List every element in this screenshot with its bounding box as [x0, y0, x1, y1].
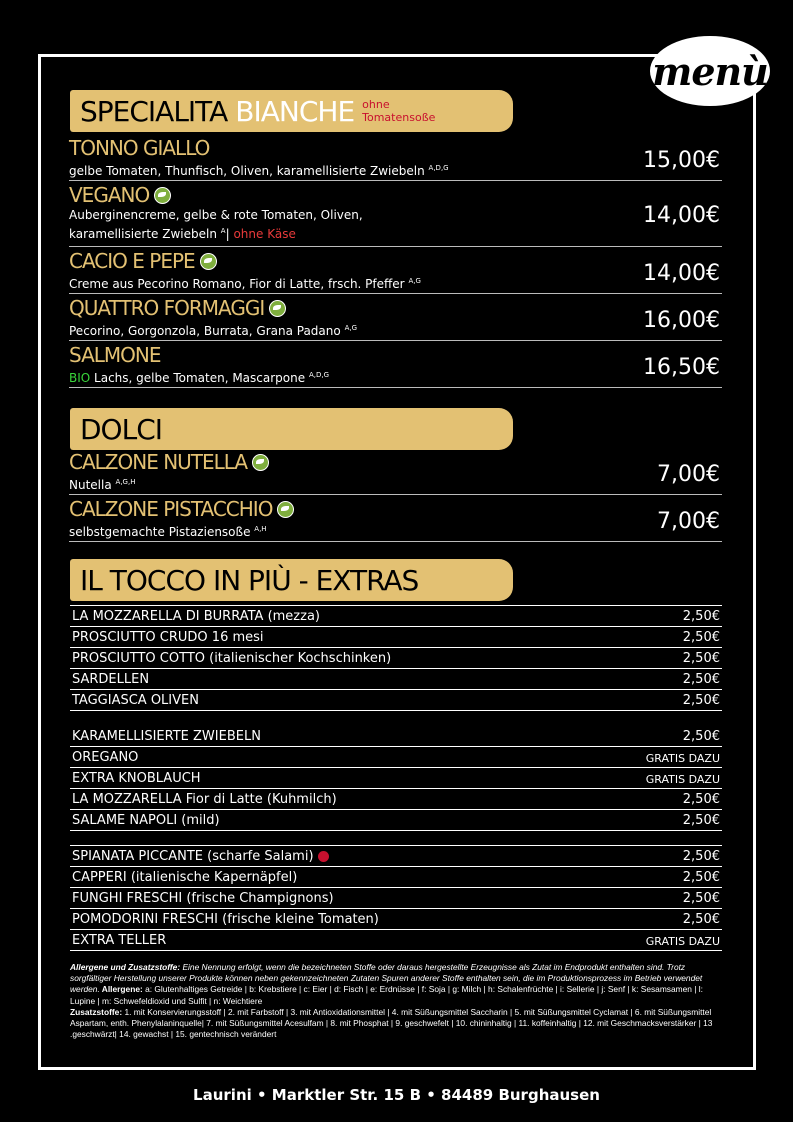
- extra-row: SARDELLEN 2,50€: [70, 669, 722, 690]
- item-name: SALMONE: [69, 343, 161, 367]
- menu-item: [69, 450, 722, 495]
- extra-row: POMODORINI FRESCHI (frische kleine Tomaten) 2,50€: [70, 909, 722, 930]
- item-price: 14,00€: [643, 261, 720, 286]
- item-price: 7,00€: [657, 462, 720, 487]
- item-description: Nutella $^{A,G,H}$: [69, 478, 136, 492]
- footer-address: Laurini • Marktler Str. 15 B • 84489 Burghausen: [193, 1086, 600, 1104]
- item-price: 16,50€: [643, 355, 720, 380]
- item-name: CALZONE PISTACCHIO: [69, 497, 722, 521]
- item-extra-note: ohne Käse: [233, 227, 296, 241]
- menu-item: [69, 343, 722, 388]
- extra-row: SALAME NAPOLI (mild) 2,50€: [70, 810, 722, 831]
- bio-label: BIO: [69, 371, 91, 385]
- item-description: Auberginencreme, gelbe & rote Tomaten, Oliven, karamellisierte Zwiebeln $^A$| ohne Käse: [69, 208, 363, 241]
- item-name: QUATTRO FORMAGGI: [69, 296, 722, 320]
- extra-row: LA MOZZARELLA DI BURRATA (mezza) 2,50€: [70, 606, 722, 627]
- vegan-leaf-icon: [154, 187, 171, 204]
- section-title: IL TOCCO IN PIÙ - EXTRAS: [80, 563, 419, 597]
- menu-item: [69, 296, 722, 341]
- logo-text: menù: [652, 48, 768, 94]
- item-description: gelbe Tomaten, Thunfisch, Oliven, karamellisierte Zwiebeln $^{A,D,G}$: [69, 164, 449, 178]
- item-name: CALZONE NUTELLA: [69, 450, 722, 474]
- section-banner-dolci: [70, 408, 513, 450]
- item-price: 14,00€: [643, 203, 720, 228]
- extra-row: PROSCIUTTO COTTO (italienischer Kochschinken) 2,50€: [70, 648, 722, 669]
- extra-row: TAGGIASCA OLIVEN 2,50€: [70, 690, 722, 711]
- extra-row: CAPPERI (italienische Kapernäpfel) 2,50€: [70, 867, 722, 888]
- menu-item: [69, 497, 722, 542]
- extra-row: EXTRA KNOBLAUCH GRATIS DAZU: [70, 768, 722, 789]
- item-name: TONNO GIALLO: [69, 136, 210, 160]
- allergen-notice: Allergene und Zusatzstoffe: Eine Nennung erfolgt, wenn die bezeichneten Stoffe oder daraus hergestellte Erzeugnisse als Zutat im Endprodukt enthalten sind. Trotz sorgfältiger Herstellung unserer Produkte können neben gekennzeichneten Zutaten Spuren anderer Stoffe enthalten sein, die im Produktionsprozess im Betrieb verwendet werden. Allergene: a: Glutenhaltiges Getreide | b: Krebstiere | c: Eier | d: Fisch | e: Erdnüsse | f: Soja | g: Milch | h: Schalenfrüchte | i: Sellerie | j: Senf | k: Sesamsamen | l: Lupine | m: Schwefeldioxid und Sulfit | n: Weichtiere Zusatzstoffe: 1. mit Konservierungsstoff | 2. mit Farbstoff | 3. mit Antioxidationsmittel | 4. mit Süßungsmittel Saccharin | 5. mit Süßungsmittel Cyclamat | 6. mit Süßungsmittel Aspartam, enth. Phenylalaninquelle| 7. mit Süßungsmittel Acesulfam | 8. mit Phosphat | 9. geschwefelt | 10. chininhaltig | 11. koffeinhaltig | 12. mit Geschmacksverstärker | 13 .geschwärzt| 14. gewachst | 15. gentechnisch verändert: [70, 962, 713, 1040]
- section-banner-bianche: [70, 90, 513, 132]
- extra-row: KARAMELLISIERTE ZWIEBELN 2,50€: [70, 726, 722, 747]
- extra-row: PROSCIUTTO CRUDO 16 mesi 2,50€: [70, 627, 722, 648]
- item-name: VEGANO: [69, 183, 722, 207]
- section-title: DOLCI: [80, 412, 163, 446]
- item-price: 16,00€: [643, 308, 720, 333]
- menu-logo: [650, 36, 770, 106]
- spicy-chili-icon: [318, 851, 329, 862]
- section-note: ohne Tomatensoße: [362, 98, 436, 124]
- item-description: Pecorino, Gorgonzola, Burrata, Grana Padano $^{A,G}$: [69, 324, 358, 338]
- menu-item: [69, 183, 722, 247]
- item-price: 15,00€: [643, 148, 720, 173]
- vegetarian-leaf-icon: [277, 501, 294, 518]
- item-description: Creme aus Pecorino Romano, Fior di Latte, frsch. Pfeffer $^{A,G}$: [69, 277, 421, 291]
- section-title: SPECIALITA: [80, 94, 228, 128]
- vegetarian-leaf-icon: [252, 454, 269, 471]
- extra-row: OREGANO GRATIS DAZU: [70, 747, 722, 768]
- vegetarian-leaf-icon: [200, 253, 217, 270]
- item-name: CACIO E PEPE: [69, 249, 722, 273]
- section-title-white: BIANCHE: [235, 94, 355, 128]
- extra-row: SPIANATA PICCANTE (scharfe Salami) 2,50€: [70, 846, 722, 867]
- item-description: BIO Lachs, gelbe Tomaten, Mascarpone $^{A,D,G}$: [69, 371, 329, 385]
- menu-item: [69, 249, 722, 294]
- item-price: 7,00€: [657, 509, 720, 534]
- extra-row: LA MOZZARELLA Fior di Latte (Kuhmilch) 2,50€: [70, 789, 722, 810]
- vegetarian-leaf-icon: [269, 300, 286, 317]
- menu-item: [69, 136, 722, 181]
- extra-row: EXTRA TELLER GRATIS DAZU: [70, 930, 722, 951]
- extra-row: FUNGHI FRESCHI (frische Champignons) 2,50€: [70, 888, 722, 909]
- section-banner-extras: [70, 559, 513, 601]
- item-description: selbstgemachte Pistaziensoße $^{A,H}$: [69, 525, 267, 539]
